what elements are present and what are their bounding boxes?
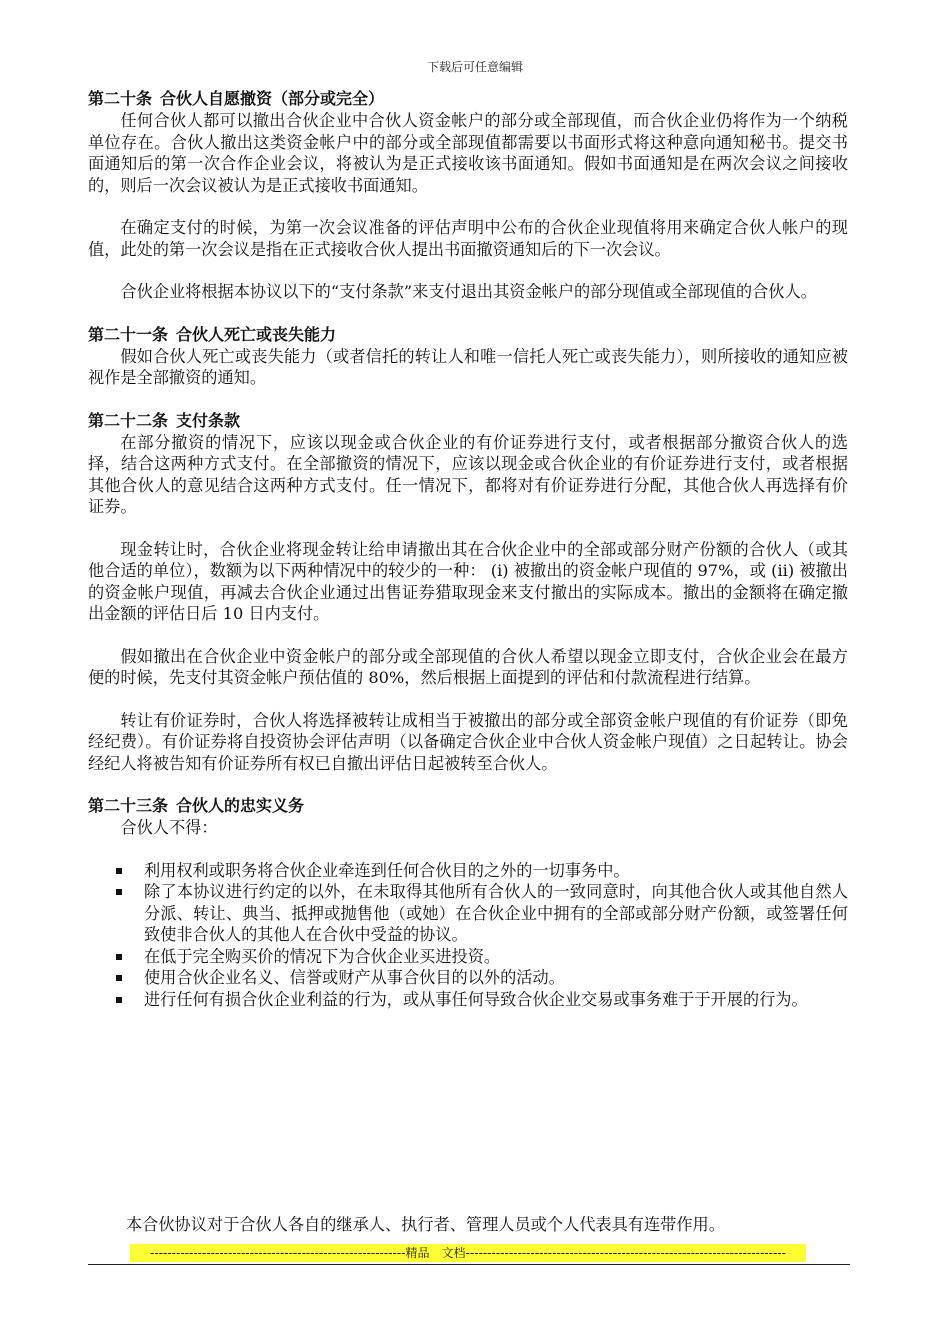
- document-body: [88, 88, 848, 1010]
- paragraph: 假如撤出在合伙企业中资金帐户的部分或全部现值的合伙人希望以现金立即支付，合伙企业会在最方便的时候，先支付其资金帐户预估值的 80%，然后根据上面提到的评估和付款流程进行结算。: [88, 646, 848, 687]
- footer-right-dashes: --------------------------------------------------------------------------: [465, 1246, 786, 1260]
- paragraph-intro: 合伙人不得：: [120, 818, 218, 837]
- article-number: 第二十二条: [88, 410, 169, 430]
- square-bullet-icon: [116, 954, 122, 960]
- list-item: [88, 860, 848, 882]
- article-22-heading: [88, 410, 848, 432]
- list-item-text: 在低于完全购买价的情况下为合伙企业买进投资。: [144, 946, 501, 966]
- square-bullet-icon: [116, 975, 122, 981]
- list-item-text: 进行任何有损合伙企业利益的行为，或从事任何导致合伙企业交易或事务难于于开展的行为。: [144, 989, 808, 1009]
- article-number: 第二十条: [88, 89, 153, 108]
- list-item: [88, 967, 848, 989]
- list-item: [88, 881, 848, 946]
- article-title: 支付条款: [176, 410, 241, 430]
- paragraph: 转让有价证券时，合伙人将选择被转让成相当于被撤出的部分或全部资金帐户现值的有价证券（即免经纪费）。有价证券将自投资协会评估声明（以备确定合伙企业中合伙人资金帐户现值）之日起转让。协会经纪人将被告知有价证券所有权已自撤出评估日起被转至合伙人。: [88, 710, 848, 773]
- paragraph: 假如合伙人死亡或丧失能力（或者信托的转让人和唯一信托人死亡或丧失能力），则所接收的通知应被视作是全部撤资的通知。: [88, 346, 848, 387]
- paragraph: 合伙企业将根据本协议以下的“支付条款”来支付退出其资金帐户的部分现值或全部现值的合伙人。: [120, 282, 817, 301]
- footer-left-dashes: -----------------------------------------------------------: [150, 1246, 406, 1260]
- list-item-text: 使用合伙企业名义、信誉或财产从事合伙目的以外的活动。: [144, 968, 565, 987]
- article-title: 合伙人的忠实义务: [176, 796, 305, 815]
- paragraph: 现金转让时，合伙企业将现金转让给申请撤出其在合伙企业中的全部或部分财产份额的合伙人（或其他合适的单位），数额为以下两种情况中的较少的一种： (i) 被撤出的资金帐户现值的 97%，或 (ii) 被撤出的资金帐户现值，再减去合伙企业通过出售证券猎取现金来支付撤出的实际成本。撤出的金额将在确定撤出金额的评估日后 10 日内支付。: [88, 539, 848, 623]
- list-item: [88, 989, 848, 1011]
- article-number: 第二十一条: [88, 324, 169, 344]
- square-bullet-icon: [116, 997, 122, 1003]
- duty-list: [88, 860, 848, 1011]
- list-item: [88, 946, 848, 968]
- article-23-heading: [88, 795, 848, 817]
- list-item-text: 利用权利或职务将合伙企业牵连到任何合伙目的之外的一切事务中。: [144, 860, 630, 880]
- article-21-heading: [88, 324, 848, 346]
- paragraph: 在部分撤资的情况下，应该以现金或合伙企业的有价证券进行支付，或者根据部分撤资合伙人的选择，结合这两种方式支付。在全部撤资的情况下，应该以现金或合伙企业的有价证券进行支付，或者根据其他合伙人的意见结合这两种方式支付。任一情况下，都将对有价证券进行分配，其他合伙人再选择有价证券。: [88, 432, 848, 516]
- article-title: 合伙人自愿撤资（部分或完全）: [160, 89, 385, 108]
- square-bullet-icon: [116, 889, 122, 895]
- square-bullet-icon: [116, 868, 122, 874]
- footer-divider: [88, 1264, 850, 1265]
- closing-statement: 本合伙协议对于合伙人各自的继承人、执行者、管理人员或个人代表具有连带作用。: [126, 1215, 725, 1234]
- article-number: 第二十三条: [88, 796, 169, 815]
- footer-band: [130, 1244, 806, 1262]
- list-item-text: 除了本协议进行约定的以外，在未取得其他所有合伙人的一致同意时，向其他合伙人或其他自然人分派、转让、典当、抵押或抛售他（或她）在合伙企业中拥有的全部或部分财产份额，或签署任何致使非合伙人的其他人在合伙中受益的协议。: [144, 882, 848, 944]
- article-title: 合伙人死亡或丧失能力: [176, 324, 337, 344]
- paragraph: 在确定支付的时候，为第一次会议准备的评估声明中公布的合伙企业现值将用来确定合伙人帐户的现值，此处的第一次会议是指在正式接收合伙人提出书面撤资通知后的下一次会议。: [88, 218, 848, 259]
- header-note: 下载后可任意编辑: [426, 60, 523, 74]
- paragraph: 任何合伙人都可以撤出合伙企业中合伙人资金帐户的部分或全部现值，而合伙企业仍将作为一个纳税单位存在。合伙人撤出这类资金帐户中的部分或全部现值都需要以书面形式将这种意向通知秘书。提交书面通知后的第一次合作企业会议，将被认为是正式接收该书面通知。假如书面通知是在两次会议之间接收的，则后一次会议被认为是正式接收书面通知。: [88, 111, 848, 195]
- article-20-heading: [88, 88, 848, 110]
- footer-label: 精品 文档: [405, 1246, 466, 1260]
